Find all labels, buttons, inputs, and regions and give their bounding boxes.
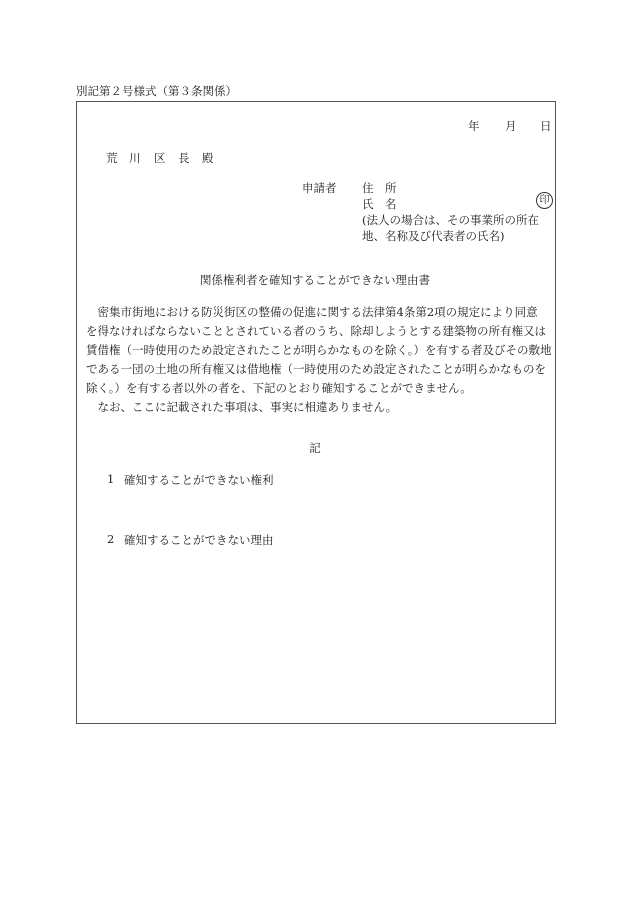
address-label-char: 住 (362, 181, 374, 195)
addressee-char: 長 (178, 151, 190, 165)
date-month-label: 月 (505, 119, 517, 133)
name-label-char: 氏 (362, 197, 374, 211)
document-title: 関係権利者を確知することができない理由書 (200, 273, 430, 287)
date-day-label: 日 (540, 119, 552, 133)
addressee-char: 区 (154, 151, 166, 165)
item-number: 1 (107, 472, 115, 486)
corporate-note-line1: (法人の場合は、その事業所の所在 (362, 213, 539, 227)
applicant-role: 申請者 (302, 181, 337, 195)
body-line: を得なければならないこととされている者のうち、除却しようとする建築物の所有権又は (86, 324, 546, 338)
body-line: 密集市街地における防災街区の整備の促進に関する法律第4条第2項の規定により同意 (86, 305, 538, 319)
address-label-char: 所 (385, 181, 397, 195)
name-label-char: 名 (385, 197, 397, 211)
body-line: なお、ここに記載された事項は、事実に相違ありません。 (86, 400, 398, 414)
corporate-note-line2: 地、名称及び代表者の氏名) (362, 229, 505, 243)
addressee-char: 殿 (202, 151, 214, 165)
body-line: 除く。）を有する者以外の者を、下記のとおり確知することができません。 (86, 381, 472, 395)
ki-label: 記 (309, 441, 321, 455)
body-line: である一団の土地の所有権又は借地権（一時使用のため設定されたことが明らかなものを (86, 362, 546, 376)
item-label: 確知することができない権利 (124, 473, 274, 487)
body-text (86, 303, 552, 417)
form-label: 別記第２号様式（第３条関係） (76, 84, 237, 98)
addressee-char: 川 (129, 151, 141, 165)
item-label: 確知することができない理由 (124, 533, 274, 547)
addressee-char: 荒 (106, 151, 118, 165)
seal-mark: 印 (536, 192, 553, 209)
date-year-label: 年 (468, 119, 480, 133)
item-number: 2 (107, 532, 115, 546)
body-line: 賃借権（一時使用のため設定されたことが明らかなものを除く。）を有する者及びその敷地 (86, 343, 552, 357)
